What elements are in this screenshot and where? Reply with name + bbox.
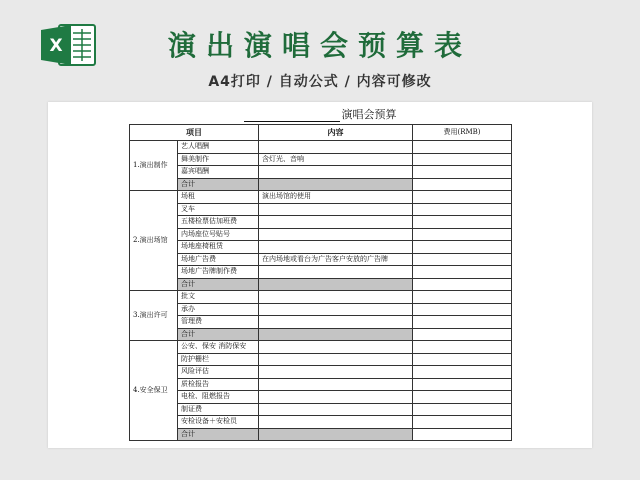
item-cell[interactable]: 管理费 [178,316,259,329]
content-cell[interactable] [259,328,413,341]
fee-cell[interactable] [413,141,512,154]
item-cell[interactable]: 场租 [178,191,259,204]
item-cell[interactable]: 嘉宾唱酬 [178,166,259,179]
table-row [130,303,512,316]
item-cell[interactable]: 制证费 [178,403,259,416]
table-row [130,228,512,241]
content-cell[interactable] [259,241,413,254]
content-cell[interactable] [259,316,413,329]
fee-cell[interactable] [413,253,512,266]
fee-cell[interactable] [413,403,512,416]
content-cell[interactable] [259,266,413,279]
content-cell[interactable] [259,216,413,229]
content-cell[interactable] [259,166,413,179]
excel-logo-icon [39,21,99,69]
fee-cell[interactable] [413,316,512,329]
page-title: 演出演唱会预算表 [167,29,472,62]
subtotal-row [130,328,512,341]
table-row [130,166,512,179]
title-blank-line [244,111,340,122]
subtotal-row [130,278,512,291]
content-cell[interactable] [259,391,413,404]
fee-cell[interactable] [413,391,512,404]
content-cell[interactable] [259,303,413,316]
item-cell[interactable]: 合计 [178,278,259,291]
fee-cell[interactable] [413,203,512,216]
page-header [0,0,640,100]
fee-cell[interactable] [413,291,512,304]
header-item: 项目 [130,125,259,141]
group-name-cell[interactable]: 3.演出许可 [130,291,178,341]
fee-cell[interactable] [413,178,512,191]
item-cell[interactable]: 内场座位号贴号 [178,228,259,241]
item-cell[interactable]: 风险评估 [178,366,259,379]
group-name-cell[interactable]: 4.安全保卫 [130,341,178,441]
item-cell[interactable]: 舞美制作 [178,153,259,166]
table-row [130,378,512,391]
group-name-cell[interactable]: 1.演出制作 [130,141,178,191]
fee-cell[interactable] [413,328,512,341]
budget-table [129,124,512,441]
content-cell[interactable] [259,278,413,291]
group-name-cell[interactable]: 2.演出场馆 [130,191,178,291]
item-cell[interactable]: 合计 [178,328,259,341]
item-cell[interactable]: 安检设备＋安检员 [178,416,259,429]
content-cell[interactable]: 演出场馆的使用 [259,191,413,204]
content-cell[interactable] [259,203,413,216]
item-cell[interactable]: 公安、保安 消防保安 [178,341,259,354]
fee-cell[interactable] [413,303,512,316]
content-cell[interactable]: 含灯光、音响 [259,153,413,166]
table-row [130,341,512,354]
fee-cell[interactable] [413,266,512,279]
fee-cell[interactable] [413,166,512,179]
sheet-title-text: 演唱会预算 [341,108,397,121]
subtotal-row [130,178,512,191]
item-cell[interactable]: 批文 [178,291,259,304]
page-subtitle: A4打印 / 自动公式 / 内容可修改 [208,74,432,90]
content-cell[interactable] [259,353,413,366]
item-cell[interactable]: 防护栅栏 [178,353,259,366]
fee-cell[interactable] [413,366,512,379]
header-content: 内容 [259,125,413,141]
excel-logo-letter: X [49,36,63,56]
content-cell[interactable] [259,403,413,416]
item-cell[interactable]: 电检、阻燃报告 [178,391,259,404]
fee-cell[interactable] [413,341,512,354]
table-row [130,366,512,379]
table-row [130,191,512,204]
fee-cell[interactable] [413,191,512,204]
spreadsheet-preview [48,102,592,448]
item-cell[interactable]: 五楼检票估加班费 [178,216,259,229]
item-cell[interactable]: 场地广告费 [178,253,259,266]
table-row [130,153,512,166]
fee-cell[interactable] [413,416,512,429]
content-cell[interactable] [259,416,413,429]
table-row [130,353,512,366]
subtotal-row [130,428,512,441]
table-row [130,391,512,404]
content-cell[interactable] [259,228,413,241]
table-row [130,403,512,416]
content-cell[interactable] [259,141,413,154]
table-header-row [130,125,512,141]
table-row [130,203,512,216]
budget-table-body [130,141,512,441]
item-cell[interactable]: 质检报告 [178,378,259,391]
fee-cell[interactable] [413,228,512,241]
table-row [130,416,512,429]
table-row [130,316,512,329]
content-cell[interactable] [259,341,413,354]
item-cell[interactable]: 合计 [178,428,259,441]
fee-cell[interactable] [413,153,512,166]
item-cell[interactable]: 承办 [178,303,259,316]
item-cell[interactable]: 叉车 [178,203,259,216]
item-cell[interactable]: 场地广告牌制作费 [178,266,259,279]
content-cell[interactable] [259,378,413,391]
table-row [130,266,512,279]
content-cell[interactable] [259,178,413,191]
item-cell[interactable]: 场地座椅租赁 [178,241,259,254]
header-fee: 费用(RMB) [413,125,512,141]
item-cell[interactable]: 艺人唱酬 [178,141,259,154]
fee-cell[interactable] [413,241,512,254]
fee-cell[interactable] [413,378,512,391]
table-row [130,291,512,304]
table-row [130,253,512,266]
table-row [130,241,512,254]
fee-cell[interactable] [413,216,512,229]
content-cell[interactable] [259,366,413,379]
item-cell[interactable]: 合计 [178,178,259,191]
content-cell[interactable] [259,428,413,441]
fee-cell[interactable] [413,428,512,441]
content-cell[interactable] [259,291,413,304]
fee-cell[interactable] [413,278,512,291]
table-row [130,216,512,229]
content-cell[interactable]: 在内场地或看台为广告客户安放的广告牌 [259,253,413,266]
fee-cell[interactable] [413,353,512,366]
sheet-title [48,106,592,122]
table-row [130,141,512,154]
